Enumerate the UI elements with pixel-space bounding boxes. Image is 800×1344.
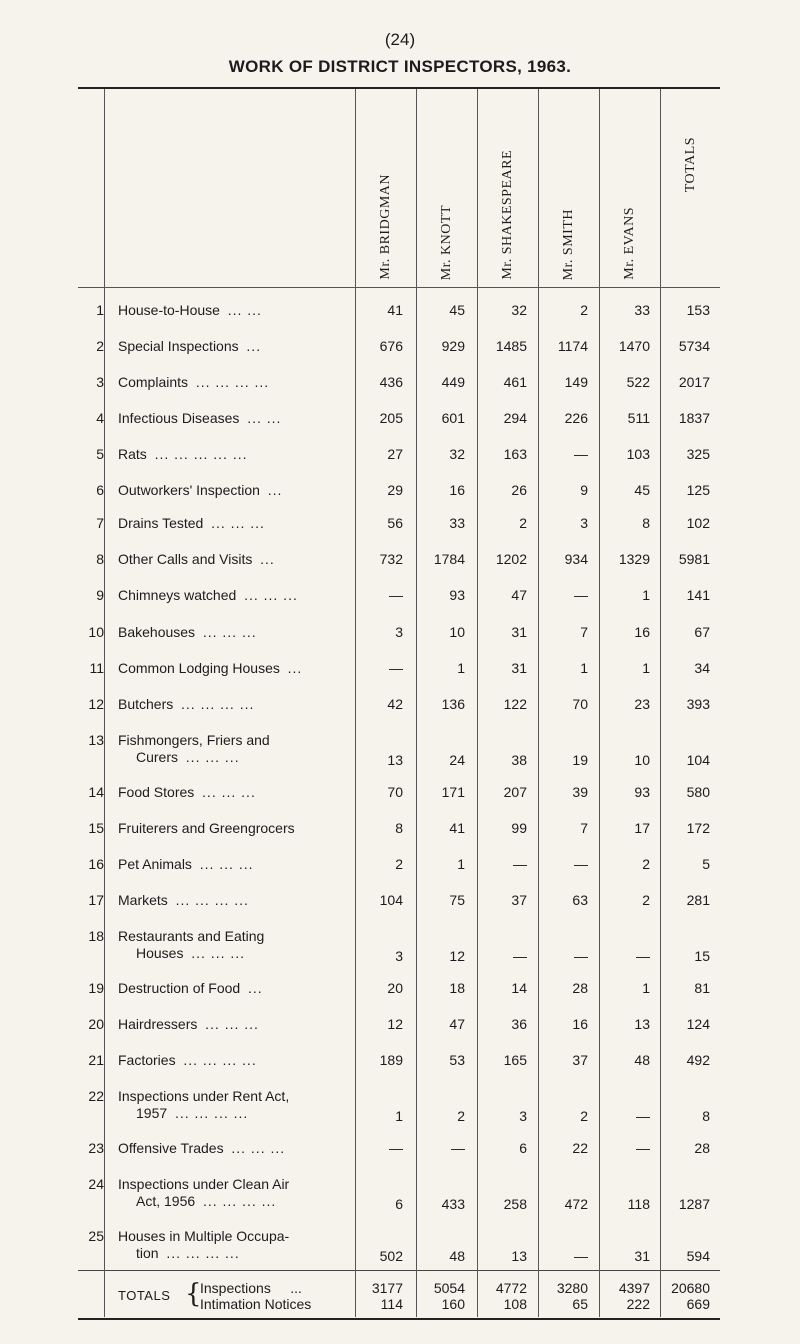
- table-row: [78, 856, 720, 876]
- row-number: 22: [88, 1088, 104, 1104]
- cell-value: 2: [642, 892, 650, 908]
- cell-value: 3: [395, 948, 403, 964]
- cell-value: 436: [379, 374, 403, 390]
- totals-label: TOTALS: [118, 1288, 171, 1303]
- row-number: 23: [88, 1140, 104, 1156]
- cell-value: 7: [580, 624, 588, 640]
- cell-value: —: [389, 587, 403, 603]
- totals-inspections-value: 5054: [433, 1280, 465, 1296]
- cell-value: 104: [379, 892, 403, 908]
- cell-value: 33: [449, 515, 465, 531]
- row-number: 12: [88, 696, 104, 712]
- cell-value: 294: [503, 410, 527, 426]
- row-number: 19: [88, 980, 104, 996]
- cell-value: —: [574, 1248, 588, 1264]
- row-label: Butchers ... ... ... ...: [118, 696, 255, 712]
- totals-inspections-label: Inspections ...: [200, 1280, 302, 1296]
- totals-intimations-value: 222: [626, 1296, 650, 1312]
- cell-value: 70: [572, 696, 588, 712]
- cell-value: 31: [511, 624, 527, 640]
- table-row: [78, 1228, 720, 1268]
- cell-value: 27: [387, 446, 403, 462]
- cell-value: 13: [387, 752, 403, 768]
- cell-value: 1: [642, 587, 650, 603]
- row-label: Markets ... ... ... ...: [118, 892, 249, 908]
- table-row: [78, 374, 720, 394]
- cell-value: 63: [572, 892, 588, 908]
- cell-value: 1329: [618, 551, 650, 567]
- row-number: 20: [88, 1016, 104, 1032]
- cell-value: 5981: [678, 551, 710, 567]
- cell-value: 449: [441, 374, 465, 390]
- cell-value: 2: [580, 1108, 588, 1124]
- cell-value: 171: [441, 784, 465, 800]
- cell-value: 24: [449, 752, 465, 768]
- table-row: [78, 1140, 720, 1160]
- cell-value: 26: [511, 482, 527, 498]
- table-row: [78, 696, 720, 716]
- cell-value: 32: [449, 446, 465, 462]
- totals-inspections-value: 20680: [671, 1280, 710, 1296]
- cell-value: 6: [519, 1140, 527, 1156]
- cell-value: 1784: [433, 551, 465, 567]
- cell-value: 28: [572, 980, 588, 996]
- cell-value: 93: [449, 587, 465, 603]
- row-number: 16: [88, 856, 104, 872]
- cell-value: 28: [694, 1140, 710, 1156]
- cell-value: 3: [580, 515, 588, 531]
- cell-value: 53: [449, 1052, 465, 1068]
- cell-value: 56: [387, 515, 403, 531]
- row-number: 6: [96, 482, 104, 498]
- row-label: Rats ... ... ... ... ...: [118, 446, 248, 462]
- cell-value: 461: [503, 374, 527, 390]
- cell-value: 149: [564, 374, 588, 390]
- cell-value: 10: [449, 624, 465, 640]
- table-bottom-rule: [78, 1318, 720, 1320]
- row-label: House-to-House ... ...: [118, 302, 262, 318]
- row-number: 7: [96, 515, 104, 531]
- cell-value: 594: [686, 1248, 710, 1264]
- row-label: Bakehouses ... ... ...: [118, 624, 257, 640]
- row-number: 10: [88, 624, 104, 640]
- cell-value: 502: [379, 1248, 403, 1264]
- column-header-shakespeare: Mr. SHAKESPEARE: [500, 150, 515, 280]
- cell-value: 207: [503, 784, 527, 800]
- cell-value: 522: [626, 374, 650, 390]
- cell-value: 37: [511, 892, 527, 908]
- cell-value: 23: [634, 696, 650, 712]
- cell-value: 1287: [678, 1196, 710, 1212]
- cell-value: 16: [449, 482, 465, 498]
- cell-value: 3: [519, 1108, 527, 1124]
- cell-value: 163: [503, 446, 527, 462]
- cell-value: 13: [634, 1016, 650, 1032]
- table-row: [78, 820, 720, 840]
- cell-value: 118: [627, 1196, 650, 1212]
- row-number: 24: [88, 1176, 104, 1192]
- row-label: Food Stores ... ... ...: [118, 784, 256, 800]
- cell-value: 18: [449, 980, 465, 996]
- cell-value: 103: [626, 446, 650, 462]
- row-label: Pet Animals ... ... ...: [118, 856, 254, 872]
- cell-value: 2: [580, 302, 588, 318]
- cell-value: 13: [511, 1248, 527, 1264]
- cell-value: 8: [702, 1108, 710, 1124]
- cell-value: 433: [441, 1196, 465, 1212]
- table-row: [78, 338, 720, 358]
- row-label: Fruiterers and Greengrocers: [118, 820, 295, 836]
- cell-value: 45: [634, 482, 650, 498]
- table-row: [78, 732, 720, 772]
- cell-value: 2: [519, 515, 527, 531]
- table-row: [78, 1088, 720, 1128]
- cell-value: 93: [634, 784, 650, 800]
- cell-value: 5: [702, 856, 710, 872]
- row-label: Outworkers' Inspection ...: [118, 482, 283, 498]
- cell-value: 10: [634, 752, 650, 768]
- row-label: Drains Tested ... ... ...: [118, 515, 265, 531]
- table-top-rule: [78, 87, 720, 89]
- cell-value: —: [636, 1108, 650, 1124]
- table-row: [78, 980, 720, 1000]
- cell-value: 141: [686, 587, 710, 603]
- cell-value: —: [513, 948, 527, 964]
- cell-value: 48: [449, 1248, 465, 1264]
- table-row: [78, 587, 720, 607]
- row-number: 13: [88, 732, 104, 748]
- table-row: [78, 302, 720, 322]
- cell-value: 12: [387, 1016, 403, 1032]
- cell-value: 6: [395, 1196, 403, 1212]
- cell-value: 189: [379, 1052, 403, 1068]
- cell-value: 934: [564, 551, 588, 567]
- cell-value: 19: [572, 752, 588, 768]
- cell-value: 47: [511, 587, 527, 603]
- cell-value: —: [636, 1140, 650, 1156]
- table-row: [78, 660, 720, 680]
- cell-value: 16: [634, 624, 650, 640]
- brace-icon: {: [185, 1279, 202, 1309]
- table-row: [78, 482, 720, 502]
- cell-value: 580: [686, 784, 710, 800]
- cell-value: 3: [395, 624, 403, 640]
- cell-value: 31: [511, 660, 527, 676]
- cell-value: 929: [441, 338, 465, 354]
- table-row: [78, 624, 720, 644]
- cell-value: 2: [642, 856, 650, 872]
- cell-value: 1: [457, 660, 465, 676]
- table-row: [78, 1176, 720, 1216]
- cell-value: —: [636, 948, 650, 964]
- cell-value: —: [451, 1140, 465, 1156]
- totals-inspections-value: 3280: [556, 1280, 588, 1296]
- cell-value: 601: [441, 410, 465, 426]
- row-number: 14: [88, 784, 104, 800]
- cell-value: 124: [686, 1016, 710, 1032]
- cell-value: 2: [457, 1108, 465, 1124]
- cell-value: 42: [387, 696, 403, 712]
- cell-value: —: [574, 587, 588, 603]
- cell-value: 136: [441, 696, 465, 712]
- row-label: Common Lodging Houses ...: [118, 660, 303, 676]
- cell-value: 122: [503, 696, 527, 712]
- row-label: Fishmongers, Friers and Curers ... ... ...: [118, 732, 270, 765]
- cell-value: 281: [686, 892, 710, 908]
- cell-value: 75: [449, 892, 465, 908]
- row-number: 15: [88, 820, 104, 836]
- column-header-smith: Mr. SMITH: [561, 208, 576, 280]
- cell-value: 81: [694, 980, 710, 996]
- cell-value: 15: [694, 948, 710, 964]
- cell-value: 14: [511, 980, 527, 996]
- cell-value: 1: [457, 856, 465, 872]
- column-header-knott: Mr. KNOTT: [439, 204, 454, 280]
- cell-value: 12: [449, 948, 465, 964]
- row-label: Houses in Multiple Occupa- tion ... ... ... ...: [118, 1228, 290, 1261]
- cell-value: 70: [387, 784, 403, 800]
- cell-value: 393: [686, 696, 710, 712]
- row-number: 25: [88, 1228, 104, 1244]
- cell-value: 1: [642, 980, 650, 996]
- cell-value: 34: [694, 660, 710, 676]
- cell-value: 205: [379, 410, 403, 426]
- row-number: 18: [88, 928, 104, 944]
- cell-value: 36: [511, 1016, 527, 1032]
- cell-value: 67: [694, 624, 710, 640]
- cell-value: —: [574, 446, 588, 462]
- cell-value: 153: [686, 302, 710, 318]
- cell-value: 38: [511, 752, 527, 768]
- cell-value: 8: [642, 515, 650, 531]
- cell-value: 258: [503, 1196, 527, 1212]
- table-row: [78, 928, 720, 968]
- cell-value: —: [389, 1140, 403, 1156]
- cell-value: 472: [564, 1196, 588, 1212]
- cell-value: 1: [580, 660, 588, 676]
- row-number: 17: [88, 892, 104, 908]
- cell-value: 33: [634, 302, 650, 318]
- cell-value: 32: [511, 302, 527, 318]
- cell-value: 29: [387, 482, 403, 498]
- table-row: [78, 551, 720, 571]
- totals-intimations-value: 669: [686, 1296, 710, 1312]
- cell-value: 47: [449, 1016, 465, 1032]
- cell-value: 48: [634, 1052, 650, 1068]
- row-label: Chimneys watched ... ... ...: [118, 587, 298, 603]
- table-row: [78, 446, 720, 466]
- cell-value: 1174: [557, 338, 588, 354]
- cell-value: 1: [642, 660, 650, 676]
- cell-value: 8: [395, 820, 403, 836]
- cell-value: 102: [686, 515, 710, 531]
- cell-value: 325: [686, 446, 710, 462]
- row-label: Inspections under Rent Act, 1957 ... ... ... ...: [118, 1088, 290, 1121]
- row-number: 1: [96, 302, 104, 318]
- row-label: Factories ... ... ... ...: [118, 1052, 257, 1068]
- cell-value: 676: [379, 338, 403, 354]
- table-row: [78, 410, 720, 430]
- cell-value: 2017: [678, 374, 710, 390]
- totals-inspections-value: 4772: [495, 1280, 527, 1296]
- row-label: Destruction of Food ...: [118, 980, 263, 996]
- cell-value: 41: [387, 302, 403, 318]
- cell-value: —: [574, 948, 588, 964]
- cell-value: —: [389, 660, 403, 676]
- cell-value: 1470: [618, 338, 650, 354]
- row-label: Offensive Trades ... ... ...: [118, 1140, 286, 1156]
- column-header-bridgman: Mr. BRIDGMAN: [378, 174, 393, 280]
- cell-value: 104: [686, 752, 710, 768]
- row-number: 5: [96, 446, 104, 462]
- row-number: 8: [96, 551, 104, 567]
- row-number: 11: [89, 660, 104, 676]
- table-row: [78, 1016, 720, 1036]
- row-number: 21: [88, 1052, 104, 1068]
- column-header-totals: TOTALS: [682, 137, 698, 193]
- cell-value: 17: [634, 820, 650, 836]
- row-label: Restaurants and Eating Houses ... ... ...: [118, 928, 265, 961]
- cell-value: 1202: [495, 551, 527, 567]
- cell-value: 22: [572, 1140, 588, 1156]
- table-row: [78, 892, 720, 912]
- cell-value: 7: [580, 820, 588, 836]
- totals-intimations-value: 160: [441, 1296, 465, 1312]
- cell-value: 41: [449, 820, 465, 836]
- row-label: Special Inspections ...: [118, 338, 262, 354]
- table-row: [78, 784, 720, 804]
- cell-value: 5734: [678, 338, 710, 354]
- cell-value: 1485: [495, 338, 527, 354]
- cell-value: 37: [572, 1052, 588, 1068]
- cell-value: 1837: [678, 410, 710, 426]
- cell-value: 20: [387, 980, 403, 996]
- row-number: 9: [96, 587, 104, 603]
- cell-value: 45: [449, 302, 465, 318]
- totals-intimations-value: 108: [503, 1296, 527, 1312]
- cell-value: 16: [572, 1016, 588, 1032]
- column-header-evans: Mr. EVANS: [622, 207, 637, 280]
- row-number: 4: [96, 410, 104, 426]
- row-number: 3: [96, 374, 104, 390]
- page-title: WORK OF DISTRICT INSPECTORS, 1963.: [228, 57, 572, 76]
- table-row: [78, 1052, 720, 1072]
- cell-value: 492: [686, 1052, 710, 1068]
- header-rule: [78, 287, 720, 288]
- cell-value: 39: [572, 784, 588, 800]
- cell-value: 511: [627, 410, 650, 426]
- row-label: Inspections under Clean Air Act, 1956 ... ... ... ...: [118, 1176, 290, 1209]
- row-label: Infectious Diseases ... ...: [118, 410, 282, 426]
- cell-value: —: [574, 856, 588, 872]
- totals-intimations-value: 114: [380, 1296, 403, 1312]
- totals-rule: [78, 1270, 720, 1271]
- row-label: Other Calls and Visits ...: [118, 551, 275, 567]
- row-label: Hairdressers ... ... ...: [118, 1016, 259, 1032]
- table-row: [78, 515, 720, 535]
- cell-value: 226: [564, 410, 588, 426]
- totals-inspections-value: 4397: [618, 1280, 650, 1296]
- totals-intimations-value: 65: [572, 1296, 588, 1312]
- totals-inspections-value: 3177: [371, 1280, 403, 1296]
- cell-value: 31: [634, 1248, 650, 1264]
- totals-intimation-label: Intimation Notices: [200, 1296, 312, 1312]
- row-number: 2: [96, 338, 104, 354]
- cell-value: 1: [395, 1108, 403, 1124]
- cell-value: 172: [686, 820, 710, 836]
- cell-value: 9: [580, 482, 588, 498]
- cell-value: 125: [686, 482, 710, 498]
- row-label: Complaints ... ... ... ...: [118, 374, 270, 390]
- cell-value: 2: [395, 856, 403, 872]
- cell-value: —: [513, 856, 527, 872]
- cell-value: 99: [511, 820, 527, 836]
- cell-value: 732: [379, 551, 403, 567]
- cell-value: 165: [503, 1052, 527, 1068]
- page-number: (24): [384, 30, 416, 49]
